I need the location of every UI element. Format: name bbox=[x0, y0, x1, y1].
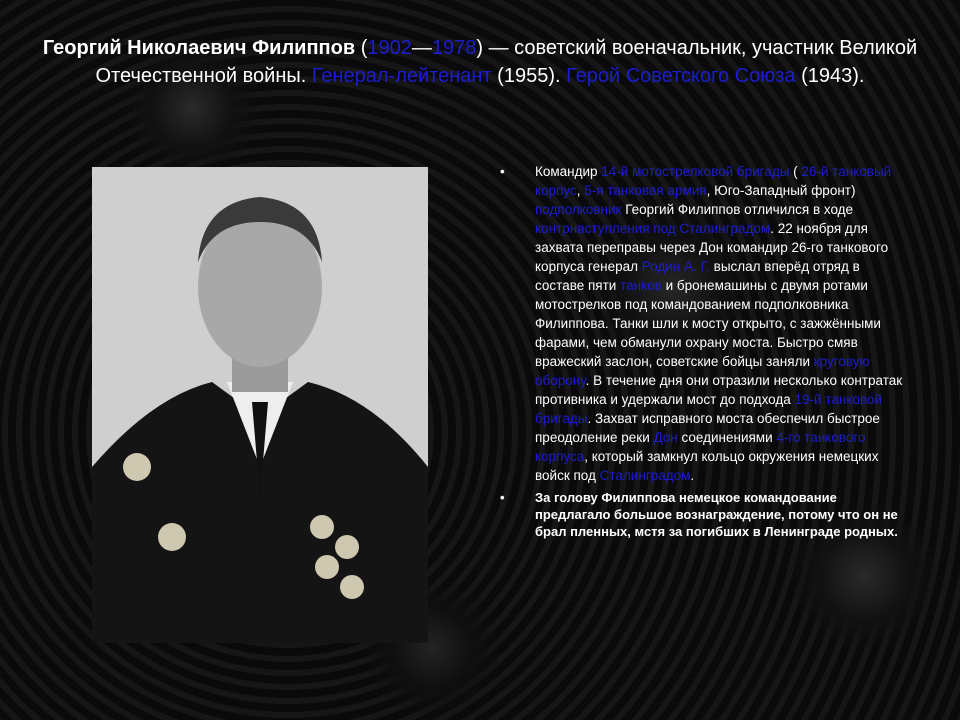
text-segment: За голову Филиппова немецкое командование предлагало большое вознаграждение, потому что он не брал пленных, мстя за погибших в Ленинграде родных. bbox=[535, 490, 898, 539]
hyperlink[interactable]: Генерал-лейтенант bbox=[311, 65, 492, 87]
hyperlink[interactable]: 26-й танковый корпус bbox=[535, 164, 892, 198]
text-segment: соединениями bbox=[677, 430, 777, 445]
text-segment: ( bbox=[789, 164, 802, 179]
hyperlink[interactable]: 19-й танковой бригады bbox=[535, 392, 882, 426]
bullet-item bbox=[500, 162, 910, 485]
text-segment: ( bbox=[355, 37, 368, 59]
hyperlink[interactable]: Сталинградом bbox=[599, 468, 691, 483]
bullet-list bbox=[500, 162, 910, 544]
bullet-icon: • bbox=[500, 490, 505, 505]
hyperlink[interactable]: подполковник bbox=[535, 202, 622, 217]
text-segment: . В течение дня они отразили несколько контратак противника и удержали мост до подхода bbox=[535, 373, 903, 407]
text-segment: , который замкнул кольцо окружения немецких войск под bbox=[535, 449, 879, 483]
text-segment: Георгий Филиппов отличился в ходе bbox=[621, 202, 854, 217]
hyperlink[interactable]: 1978 bbox=[431, 37, 477, 59]
text-segment: — bbox=[411, 37, 432, 59]
hyperlink[interactable]: 1902 bbox=[367, 37, 412, 59]
bullet-icon: • bbox=[500, 164, 505, 179]
hyperlink[interactable]: Герой Советского Союза bbox=[566, 65, 796, 87]
text-segment: . 22 ноября для захвата переправы через Дон командир 26-го танкового корпуса генерал bbox=[535, 221, 889, 274]
hyperlink[interactable]: 4-го танкового корпуса bbox=[535, 430, 866, 464]
text-segment: (1943). bbox=[795, 65, 865, 87]
hyperlink[interactable]: контрнаступления под Сталинградом bbox=[535, 221, 771, 236]
text-segment: выслал вперёд отряд в составе пяти bbox=[535, 259, 860, 293]
hyperlink[interactable]: 14-й мотострелковой бригады bbox=[601, 164, 790, 179]
slide-title bbox=[40, 34, 920, 90]
text-segment: , bbox=[576, 183, 585, 198]
text-segment: и бронемашины с двумя ротами мотострелков под командованием подполковника Филиппова. Танки шли к мосту открыто, с зажжёнными фарами, чем обманули охрану моста. Быстро смяв вражеский заслон, советские бойцы заняли bbox=[535, 278, 881, 369]
portrait-photo bbox=[92, 167, 428, 643]
text-segment: , Юго-Западный фронт) bbox=[706, 183, 856, 198]
person-name: Георгий Николаевич Филиппов bbox=[42, 37, 356, 59]
text-segment: Командир bbox=[535, 164, 602, 179]
hyperlink[interactable]: Родин А. Г. bbox=[641, 259, 710, 274]
hyperlink[interactable]: танков bbox=[620, 278, 662, 293]
hyperlink[interactable]: Дон bbox=[653, 430, 678, 445]
bullet-item bbox=[500, 489, 910, 540]
hyperlink[interactable]: круговую оборону bbox=[535, 354, 870, 388]
text-segment: ) — советский военачальник, участник Великой Отечественной войны. bbox=[95, 37, 918, 87]
text-segment: . bbox=[690, 468, 695, 483]
hyperlink[interactable]: 5-я танковая армия bbox=[584, 183, 707, 198]
text-segment: . Захват исправного моста обеспечил быстрое преодоление реки bbox=[535, 411, 880, 445]
text-segment: (1955). bbox=[491, 65, 567, 87]
